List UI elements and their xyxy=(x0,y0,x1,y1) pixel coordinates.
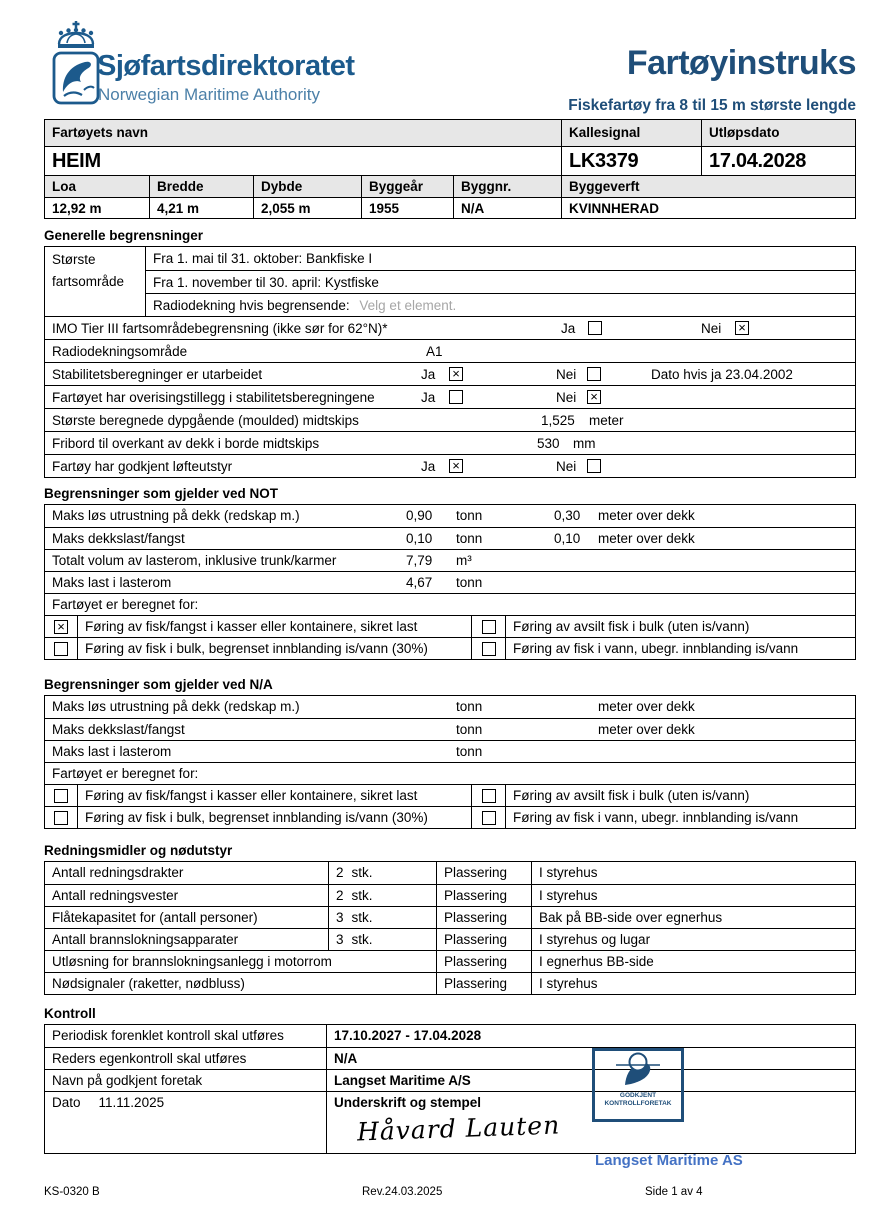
na-cargo-boxes-label: Føring av fisk/fangst i kasser eller kontainere, sikret last xyxy=(85,787,418,803)
na-cargo-boxes-checkbox[interactable] xyxy=(54,789,68,803)
na-bulk-drained-label: Føring av avsilt fisk i bulk (uten is/vann) xyxy=(513,787,750,803)
callsign-label: Kallesignal xyxy=(569,125,641,140)
trade-area-label: Største fartsområde xyxy=(45,247,146,316)
not-limits-table xyxy=(44,504,856,660)
distress-signals-location: I styrehus xyxy=(539,975,598,991)
callsign-value: LK3379 xyxy=(569,149,639,172)
placement-label: Plassering xyxy=(444,931,508,947)
stability-nei-checkbox[interactable] xyxy=(587,367,601,381)
draft-unit: meter xyxy=(589,413,624,428)
imo-nei-label: Nei xyxy=(701,321,722,336)
raft-capacity-location: Bak på BB-side over egnerhus xyxy=(539,909,723,925)
page-subtitle: Fiskefartøy fra 8 til 15 m største lengde xyxy=(568,97,856,114)
loa-label: Loa xyxy=(52,178,77,194)
icing-nei-checkbox[interactable]: × xyxy=(587,390,601,404)
na-bulk-ice-label: Føring av fisk i bulk, begrenset innblanding is/vann (30%) xyxy=(85,809,428,825)
approved-company-label: Navn på godkjent foretak xyxy=(52,1072,203,1088)
build-no-label: Byggnr. xyxy=(461,178,512,194)
icing-label: Fartøyet har overisingstillegg i stabilitetsberegningene xyxy=(52,390,375,405)
stamp-bird-icon xyxy=(615,1051,661,1091)
not-bulk-drained-label: Føring av avsilt fisk i bulk (uten is/vann) xyxy=(513,618,750,634)
general-limits-heading: Generelle begrensninger xyxy=(44,228,204,243)
unit-tonn: tonn xyxy=(456,722,483,737)
imo-tier-label: IMO Tier III fartsområdebegrensning (ikke sør for 62°N)* xyxy=(52,321,388,336)
imo-ja-checkbox[interactable] xyxy=(588,321,602,335)
unit-meter-over-dekk: meter over dekk xyxy=(598,508,695,523)
vessel-name-value: HEIM xyxy=(52,149,101,172)
freeboard-unit: mm xyxy=(573,436,596,451)
extinguishers-label: Antall brannslokningsapparater xyxy=(52,931,239,947)
icing-ja-label: Ja xyxy=(421,390,436,405)
life-vests-count: 2 xyxy=(336,887,344,903)
distress-signals-label: Nødsignaler (raketter, nødbluss) xyxy=(52,975,245,991)
signature-handwriting: Håvard Lauten xyxy=(356,1110,561,1147)
rescue-heading: Redningsmidler og nødutstyr xyxy=(44,843,233,858)
na-loose-equip-label: Maks løs utrustning på dekk (redskap m.) xyxy=(52,699,300,714)
engine-room-release-label: Utløsning for brannslokningsanlegg i motorrom xyxy=(52,953,332,969)
unit-stk: stk. xyxy=(351,887,373,903)
approved-control-company-stamp xyxy=(592,1048,684,1122)
imo-ja-label: Ja xyxy=(561,321,576,336)
placement-label: Plassering xyxy=(444,909,508,925)
na-fish-in-water-label: Føring av fisk i vann, ubegr. innblanding is/vann xyxy=(513,809,799,825)
trade-area-summer: Fra 1. mai til 31. oktober: Bankfiske I xyxy=(153,251,373,266)
extinguishers-count: 3 xyxy=(336,931,344,947)
general-limits-table xyxy=(44,246,856,478)
breadth-value: 4,21 m xyxy=(157,200,200,216)
extinguishers-location: I styrehus og lugar xyxy=(539,931,651,947)
life-vests-label: Antall redningsvester xyxy=(52,887,179,903)
form-id: KS-0320 B xyxy=(44,1186,100,1198)
unit-tonn: tonn xyxy=(456,508,483,523)
stability-ja-checkbox[interactable]: × xyxy=(449,367,463,381)
not-hold-volume-label: Totalt volum av lasterom, inklusive trunk/karmer xyxy=(52,553,337,568)
stability-label: Stabilitetsberegninger er utarbeidet xyxy=(52,367,263,382)
radio-area-label: Radiodekningsområde xyxy=(52,344,188,359)
crown-cross-icon xyxy=(73,21,80,28)
raft-capacity-label: Flåtekapasitet for (antall personer) xyxy=(52,909,258,925)
stamp-line2: KONTROLLFORETAK xyxy=(604,1100,672,1107)
not-limits-heading: Begrensninger som gjelder ved NOT xyxy=(44,486,279,501)
placement-label: Plassering xyxy=(444,887,508,903)
unit-meter-over-dekk: meter over dekk xyxy=(598,699,695,714)
placement-label: Plassering xyxy=(444,865,508,880)
stability-nei-label: Nei xyxy=(556,367,577,382)
not-cargo-boxes-checkbox[interactable]: × xyxy=(54,620,68,634)
placement-label: Plassering xyxy=(444,953,508,969)
stability-date-note: Dato hvis ja 23.04.2002 xyxy=(651,367,793,382)
approved-company-blue-stamp-text: Langset Maritime AS xyxy=(595,1152,743,1169)
rescue-suits-label: Antall redningsdrakter xyxy=(52,865,184,880)
unit-tonn: tonn xyxy=(456,744,483,759)
draft-label: Største beregnede dypgående (moulded) midtskips xyxy=(52,413,359,428)
radio-area-value: A1 xyxy=(426,344,443,359)
owner-control-value: N/A xyxy=(334,1050,358,1066)
depth-value: 2,055 m xyxy=(261,200,311,216)
unit-meter-over-dekk: meter over dekk xyxy=(598,531,695,546)
unit-tonn: tonn xyxy=(456,575,483,590)
shipyard-value: KVINNHERAD xyxy=(569,200,660,216)
unit-tonn: tonn xyxy=(456,531,483,546)
not-deck-cargo-label: Maks dekkslast/fangst xyxy=(52,531,185,546)
icing-nei-label: Nei xyxy=(556,390,577,405)
org-subtitle: Norwegian Maritime Authority xyxy=(98,85,321,104)
vessel-name-label: Fartøyets navn xyxy=(52,125,149,140)
kontroll-table xyxy=(44,1024,856,1154)
build-year-value: 1955 xyxy=(369,200,400,216)
unit-meter-over-dekk: meter over dekk xyxy=(598,722,695,737)
not-hold-load-value: 4,67 xyxy=(406,575,433,590)
shipyard-label: Byggeverft xyxy=(569,178,640,194)
draft-value: 1,525 xyxy=(541,413,575,428)
imo-nei-checkbox[interactable]: × xyxy=(735,321,749,335)
signature-stamp-label: Underskrift og stempel xyxy=(334,1095,482,1110)
not-hold-load-label: Maks last i lasterom xyxy=(52,575,172,590)
freeboard-value: 530 xyxy=(537,436,560,451)
na-hold-load-label: Maks last i lasterom xyxy=(52,744,172,759)
na-fish-in-water-checkbox[interactable] xyxy=(482,811,496,825)
page-number: Side 1 av 4 xyxy=(645,1186,703,1198)
depth-label: Dybde xyxy=(261,178,303,194)
na-bulk-ice-checkbox[interactable] xyxy=(54,811,68,825)
not-bulk-drained-checkbox[interactable] xyxy=(482,620,496,634)
unit-stk: stk. xyxy=(351,909,373,925)
na-intended-for-label: Fartøyet er beregnet for: xyxy=(52,766,199,781)
owner-control-label: Reders egenkontroll skal utføres xyxy=(52,1050,247,1066)
stamp-line1: GODKJENT xyxy=(619,1092,657,1099)
not-fish-in-water-checkbox[interactable] xyxy=(482,642,496,656)
approved-company-value: Langset Maritime A/S xyxy=(334,1072,471,1088)
trade-area-winter: Fra 1. november til 30. april: Kystfiske xyxy=(153,275,379,290)
revision-date: Rev.24.03.2025 xyxy=(362,1186,443,1198)
radio-coverage-dropdown[interactable]: Velg et element. xyxy=(359,298,457,313)
rescue-suits-count: 2 xyxy=(336,865,344,880)
not-loose-equip-label: Maks løs utrustning på dekk (redskap m.) xyxy=(52,508,300,523)
rescue-suits-location: I styrehus xyxy=(539,865,598,880)
rescue-table xyxy=(44,861,856,995)
date-value: 11.11.2025 xyxy=(98,1095,165,1110)
unit-m3: m³ xyxy=(456,553,472,568)
breadth-label: Bredde xyxy=(157,178,204,194)
not-bulk-ice-checkbox[interactable] xyxy=(54,642,68,656)
not-loose-equip-tonn-value: 0,90 xyxy=(406,508,433,523)
build-year-label: Byggeår xyxy=(369,178,424,194)
page-title: Fartøyinstruks xyxy=(626,44,856,82)
not-fish-in-water-label: Føring av fisk i vann, ubegr. innblanding is/vann xyxy=(513,640,799,656)
unit-tonn: tonn xyxy=(456,699,483,714)
expiry-label: Utløpsdato xyxy=(709,125,780,140)
na-deck-cargo-label: Maks dekkslast/fangst xyxy=(52,722,185,737)
not-hold-volume-value: 7,79 xyxy=(406,553,433,568)
not-loose-equip-height-value: 0,30 xyxy=(554,508,581,523)
lifting-nei-label: Nei xyxy=(556,459,577,474)
not-cargo-boxes-label: Føring av fisk/fangst i kasser eller kontainere, sikret last xyxy=(85,618,418,634)
not-deck-cargo-tonn-value: 0,10 xyxy=(406,531,433,546)
stability-ja-label: Ja xyxy=(421,367,436,382)
lifting-nei-checkbox[interactable] xyxy=(587,459,601,473)
icing-ja-checkbox[interactable] xyxy=(449,390,463,404)
na-limits-heading: Begrensninger som gjelder ved N/A xyxy=(44,677,273,692)
placement-label: Plassering xyxy=(444,975,508,991)
life-vests-location: I styrehus xyxy=(539,887,598,903)
na-bulk-drained-checkbox[interactable] xyxy=(482,789,496,803)
periodic-control-label: Periodisk forenklet kontroll skal utføres xyxy=(52,1028,284,1043)
build-no-value: N/A xyxy=(461,200,485,216)
vessel-info-table xyxy=(44,119,856,219)
na-limits-table xyxy=(44,695,856,829)
not-intended-for-label: Fartøyet er beregnet for: xyxy=(52,597,199,612)
lifting-gear-label: Fartøy har godkjent løfteutstyr xyxy=(52,459,233,474)
not-bulk-ice-label: Føring av fisk i bulk, begrenset innblanding is/vann (30%) xyxy=(85,640,428,656)
lifting-ja-label: Ja xyxy=(421,459,436,474)
unit-stk: stk. xyxy=(351,931,373,947)
radio-coverage-limit-label: Radiodekning hvis begrensende: xyxy=(153,298,350,313)
not-deck-cargo-height-value: 0,10 xyxy=(554,531,581,546)
kontroll-heading: Kontroll xyxy=(44,1006,96,1021)
periodic-control-value: 17.10.2027 - 17.04.2028 xyxy=(334,1028,482,1043)
org-name: Sjøfartsdirektoratet xyxy=(97,50,355,82)
loa-value: 12,92 m xyxy=(52,200,102,216)
unit-stk: stk. xyxy=(351,865,373,880)
raft-capacity-count: 3 xyxy=(336,909,344,925)
freeboard-label: Fribord til overkant av dekk i borde midtskips xyxy=(52,436,320,451)
expiry-value: 17.04.2028 xyxy=(709,149,807,172)
engine-room-release-location: I egnerhus BB-side xyxy=(539,953,654,969)
lifting-ja-checkbox[interactable]: × xyxy=(449,459,463,473)
date-label: Dato xyxy=(52,1095,81,1110)
